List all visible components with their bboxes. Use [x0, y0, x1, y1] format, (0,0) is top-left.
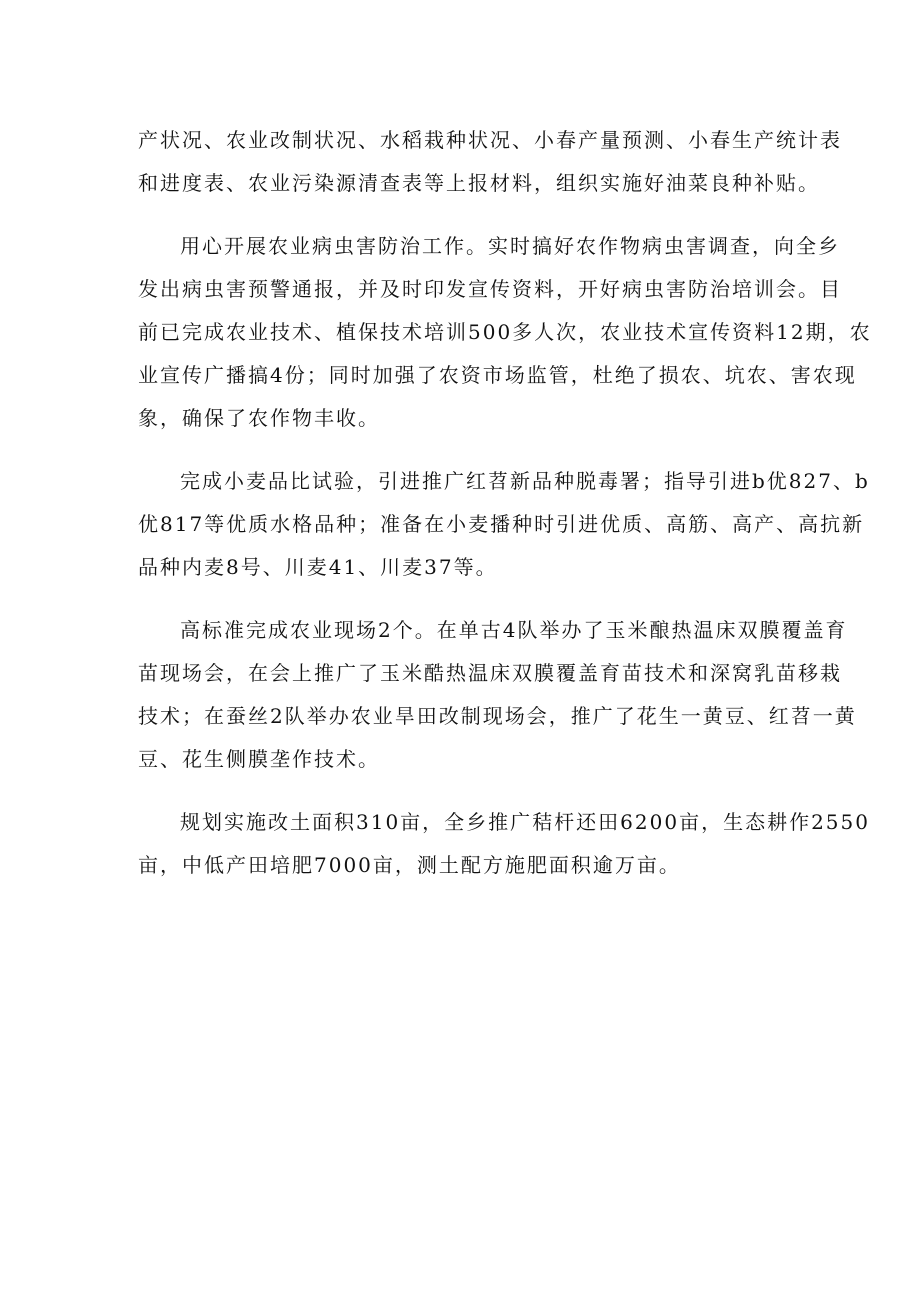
paragraph-soil-improvement — [138, 801, 870, 887]
paragraph-pest-control — [138, 225, 872, 440]
text-line: 苗现场会，在会上推广了玉米酷热温床双膜覆盖育苗技术和深窝乳苗移栽 — [138, 661, 842, 685]
paragraph-wheat-trial — [138, 460, 870, 589]
text-line: 豆、花生侧膜垄作技术。 — [138, 747, 380, 771]
text-line: 象，确保了农作物丰收。 — [138, 406, 380, 430]
paragraph-continuation — [138, 119, 842, 205]
text-line: 品种内麦8号、川麦41、川麦37等。 — [138, 555, 498, 579]
text-line: 优817等优质水格品种；准备在小麦播种时引进优质、高筋、高产、高抗新 — [138, 512, 865, 536]
text-line: 产状况、农业改制状况、水稻栽种状况、小春产量预测、小春生产统计表 — [138, 128, 842, 152]
text-line: 前已完成农业技术、植保技术培训500多人次，农业技术宣传资料12期，农 — [138, 320, 872, 344]
text-line: 发出病虫害预警通报，并及时印发宣传资料，开好病虫害防治培训会。目 — [138, 277, 842, 301]
text-line: 规划实施改土面积310亩，全乡推广秸杆还田6200亩，生态耕作2550 — [180, 810, 870, 834]
text-line: 完成小麦品比试验，引进推广红苕新品种脱毒署；指导引进b优827、b — [180, 469, 870, 493]
text-line: 和进度表、农业污染源清查表等上报材料，组织实施好油菜良种补贴。 — [138, 171, 820, 195]
text-line: 高标准完成农业现场2个。在单古4队举办了玉米酿热温床双膜覆盖育 — [180, 618, 848, 642]
text-line: 技术；在蚕丝2队举办农业旱田改制现场会，推广了花生一黄豆、红苕一黄 — [138, 704, 857, 728]
paragraph-field-demos — [138, 609, 857, 781]
text-line: 用心开展农业病虫害防治工作。实时搞好农作物病虫害调查，向全乡 — [180, 234, 840, 258]
text-line: 亩，中低产田培肥7000亩，测土配方施肥面积逾万亩。 — [138, 853, 681, 877]
text-line: 业宣传广播搞4份；同时加强了农资市场监管，杜绝了损农、坑农、害农现 — [138, 363, 857, 387]
document-body — [138, 119, 872, 907]
